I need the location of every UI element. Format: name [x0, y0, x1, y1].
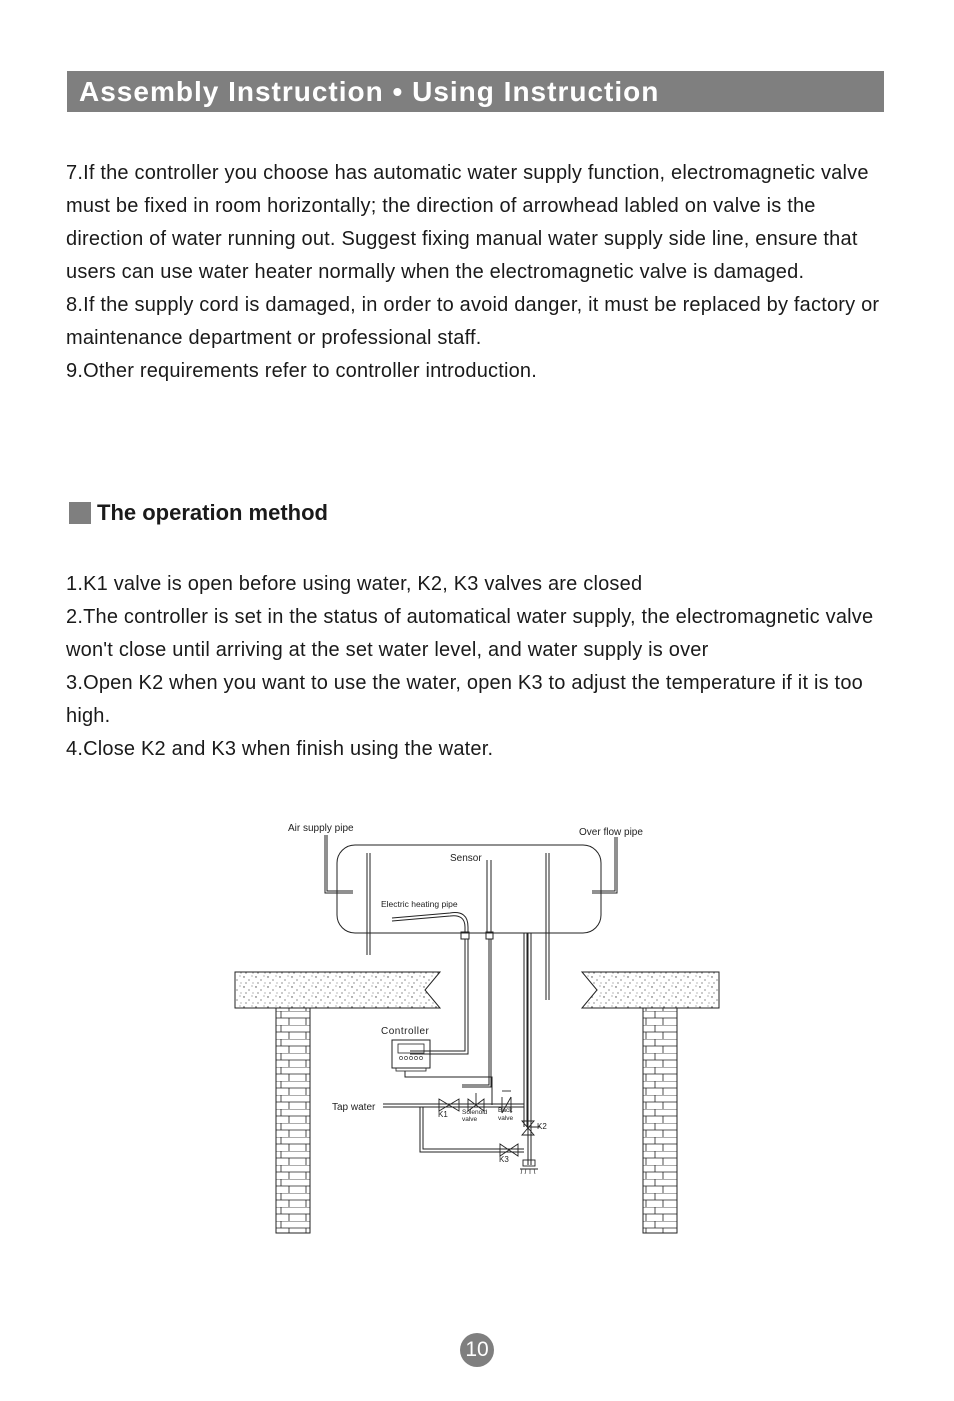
label-solenoid-valve-2: valve: [462, 1116, 478, 1123]
operation-step-2: 2.The controller is set in the status of automatical water supply, the electromagnetic valve won't close until arriving at the set water level, and water supply is over: [66, 606, 874, 661]
page-number: 10: [460, 1333, 494, 1367]
air-supply-pipe: [325, 835, 370, 955]
right-floor-slab: [582, 972, 719, 1008]
controller-unit: [392, 1040, 492, 1105]
assembly-item-7: 7.If the controller you choose has automatic water supply function, electromagnetic valve must be fixed in room horizontally; the direction of arrowhead labled on valve is the direction of water running out. Suggest fixing manual water supply side line, ensure that users can use water heater normally when the electromagnetic valve is damaged.: [66, 162, 869, 283]
outlet-head-icon: [520, 1160, 538, 1174]
operation-heading: [69, 500, 328, 526]
operation-step-4: 4.Close K2 and K3 when finish using the water.: [66, 738, 494, 760]
section-square-icon: [69, 502, 91, 524]
title-part-1: Assembly Instruction: [79, 76, 384, 107]
label-sensor: Sensor: [450, 853, 482, 864]
page-title: [79, 75, 659, 109]
header-bar: [67, 71, 884, 112]
title-bullet: •: [392, 76, 404, 107]
label-solenoid-valve-1: Solenoid: [462, 1109, 488, 1116]
left-brick-wall: [276, 1008, 310, 1233]
label-k3: K3: [499, 1155, 509, 1164]
label-controller: Controller: [381, 1026, 430, 1037]
operation-step-3: 3.Open K2 when you want to use the water, open K3 to adjust the temperature if it is too high.: [66, 672, 863, 727]
operation-heading-label: The operation method: [97, 500, 328, 525]
label-over-flow-pipe: Over flow pipe: [579, 827, 643, 838]
assembly-item-9: 9.Other requirements refer to controller introduction.: [66, 360, 538, 382]
operation-step-1: 1.K1 valve is open before using water, K2, K3 valves are closed: [66, 573, 643, 595]
assembly-item-8: 8.If the supply cord is damaged, in order to avoid danger, it must be replaced by factory or maintenance department or professional staff.: [66, 294, 880, 349]
label-tap-water: Tap water: [332, 1102, 376, 1113]
assembly-instructions: [66, 157, 886, 388]
installation-diagram: [230, 815, 730, 1240]
sensor: [462, 860, 493, 1087]
label-k1: K1: [438, 1110, 448, 1119]
left-floor-slab: [235, 972, 440, 1008]
label-back-valve-2: valve: [498, 1115, 514, 1122]
right-brick-wall: [643, 1008, 677, 1233]
label-air-supply-pipe: Air supply pipe: [288, 823, 354, 834]
label-back-valve-1: Back: [498, 1107, 513, 1114]
operation-steps: [66, 568, 886, 766]
label-k2: K2: [537, 1122, 547, 1131]
label-electric-heating-pipe: Electric heating pipe: [381, 899, 458, 909]
title-part-2: Using Instruction: [412, 76, 660, 107]
